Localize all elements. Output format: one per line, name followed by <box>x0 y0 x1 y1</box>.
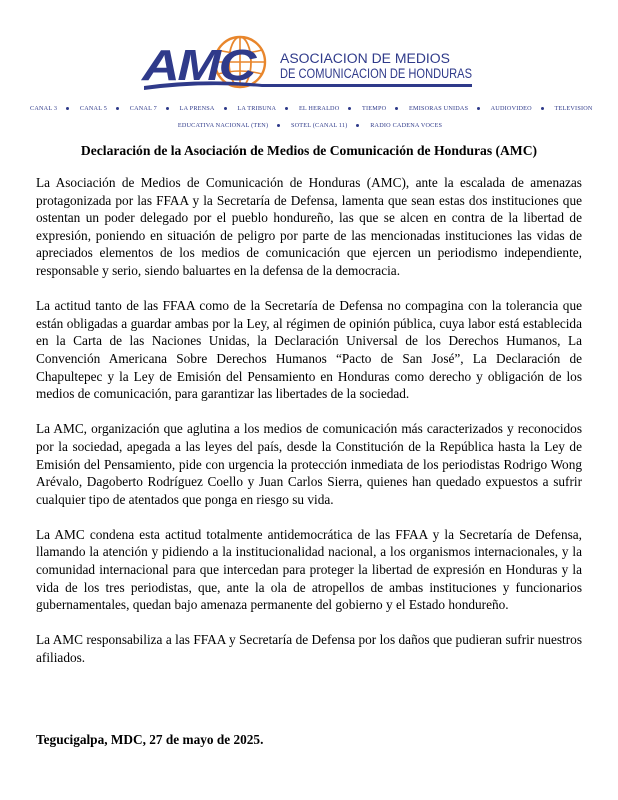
logo-line-1: ASOCIACION DE MEDIOS <box>280 51 450 66</box>
member-item: RADIO CADENA VOCES <box>370 122 443 129</box>
amc-logo <box>142 34 474 96</box>
logo-mark: AMC <box>140 41 258 90</box>
member-item: EMISORAS UNIDAS <box>409 105 469 112</box>
signoff: Tegucigalpa, MDC, 27 de mayo de 2025. <box>36 732 264 747</box>
paragraph: La Asociación de Medios de Comunicación de Honduras (AMC), ante la escalada de amenazas protagonizada por las FFAA y la Secretaría de Defensa, lamenta que sean estas dos instituciones que ostentan un poder delegado por el pueblo hondureño, las que se alcen en contra de la libertad de expresión, poniendo en situación de peligro por parte de las mencionadas instituciones las vidas de apreciados elementos de los medios de comunicación que ejercen un periodismo independiente, responsable y serio, siendo baluartes en la defensa de la democracia. <box>36 175 582 278</box>
member-item: LA PRENSA <box>179 105 215 112</box>
member-item: TIEMPO <box>362 105 387 112</box>
member-item: EL HERALDO <box>298 105 340 112</box>
document-title: Declaración de la Asociación de Medios de Comunicación de Honduras (AMC) <box>80 143 538 158</box>
member-item: SOTEL (CANAL 11) <box>291 122 348 129</box>
paragraph: La actitud tanto de las FFAA como de la Secretaría de Defensa no compagina con la tolerancia que están obligadas a guardar ambas por la Ley, al régimen de opinión pública, cuya labor está establecida en la Carta de las Naciones Unidas, la Declaración Universal de los Derechos Humanos, La Convención Americana Sobre Derechos Humanos “Pacto de San José”, La Declaración de Chapultepec y la Ley de Emisión del Pensamiento en Honduras como derecho y obligación de los medios de comunicación, para garantizar las libertades de la sociedad. <box>36 298 582 402</box>
member-item: EDUCATIVA NACIONAL (TEN) <box>177 122 269 129</box>
member-item: CANAL 7 <box>129 105 157 112</box>
paragraph: La AMC responsabiliza a las FFAA y Secretaría de Defensa por los daños que pudieran sufrir nuestros afiliados. <box>36 632 582 666</box>
member-item: TELEVISION <box>554 105 593 112</box>
member-row-1 <box>30 100 593 117</box>
paragraph: La AMC condena esta actitud totalmente antidemocrática de las FFAA y la Secretaría de Defensa, llamando la atención y pidiendo a la institucionalidad nacional, a los organismos internacionales, y la comunidad internacional para que intercedan para proteger la libertad de expresión en Honduras y la vida de los tres periodistas, que, ante la ola de atropellos de ambas instituciones y funcionarios gubernamentales, quedan bajo amenaza permanente del gobierno y el Estado hondureño. <box>36 526 582 613</box>
paragraph: La AMC, organización que aglutina a los medios de comunicación más caracterizados y reconocidos por la sociedad, apegada a las leyes del país, desde la Constitución de la República hasta la Ley de Emisión del Pensamiento, pide con urgencia la protección inmediata de los periodistas Rodrigo Wong Arévalo, Dagoberto Rodríguez Coello y Juan Carlos Sierra, quienes han quedado expuestos a sufrir cualquier tipo de atentados que ponga en riesgo su vida. <box>36 421 582 507</box>
member-item: AUDIOVIDEO <box>490 105 532 112</box>
document-body <box>36 174 582 684</box>
member-outlets <box>30 100 593 134</box>
logo-line-2: DE COMUNICACION DE HONDURAS <box>280 66 472 81</box>
member-row-2 <box>30 117 590 134</box>
member-item: LA TRIBUNA <box>237 105 277 112</box>
member-item: CANAL 5 <box>79 105 107 112</box>
member-item: CANAL 3 <box>30 105 58 112</box>
